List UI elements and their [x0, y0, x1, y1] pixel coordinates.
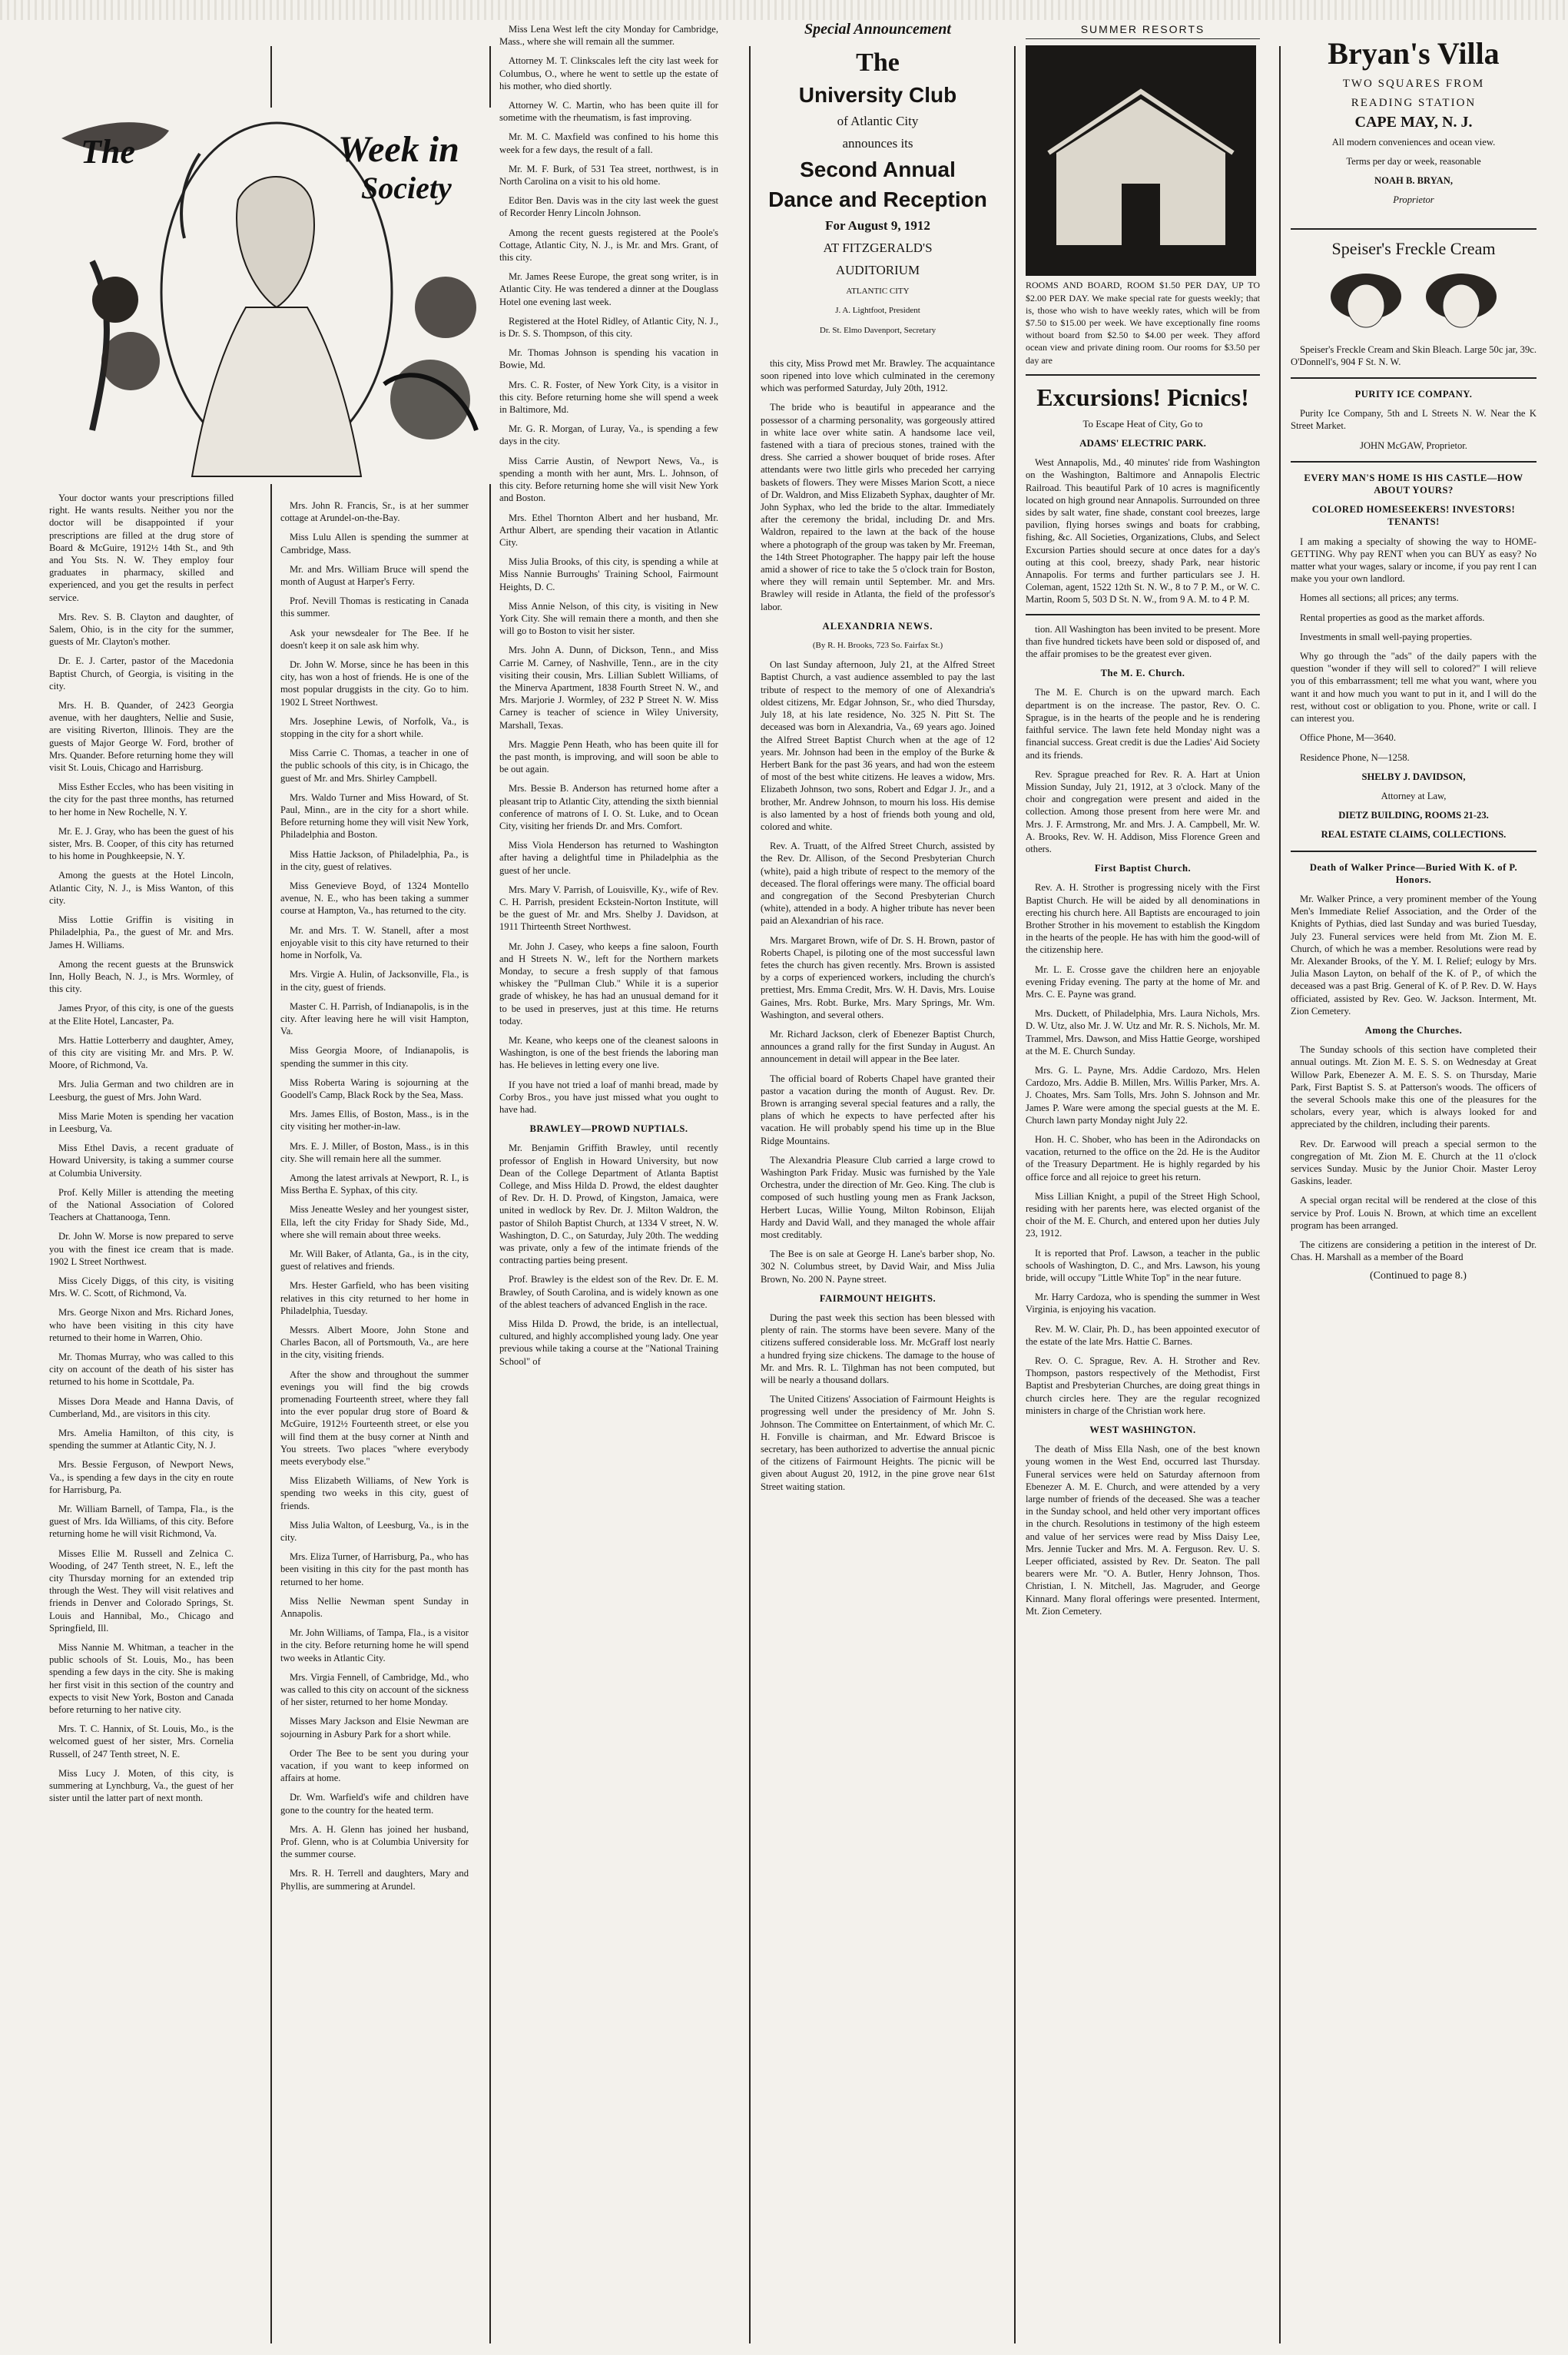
wedding-continued — [761, 357, 995, 613]
society-paragraph: Miss Jeneatte Wesley and her youngest sister, Ella, left the city Friday for Shady Side, Md., where she will remain about three weeks. — [280, 1204, 469, 1240]
alexandria-paragraph: The official board of Roberts Chapel have granted their pastor a vacation during the month of August. Rev. Dr. Brown is arranging several special features and a rally, the plans of which he expects to have perfected after his vacation. He will probably spend his time up in the Blue Ridge Mountains. — [761, 1073, 995, 1146]
villa-line1: TWO SQUARES FROM — [1342, 78, 1485, 90]
society-paragraph: Order The Bee to be sent you during your vacation, if you want to keep informed on affairs at home. — [280, 1747, 469, 1784]
alexandria-news — [761, 658, 995, 1285]
society-paragraph: Miss Lena West left the city Monday for Cambridge, Mass., where she will remain all the summer. — [499, 24, 718, 48]
column-4 — [761, 23, 995, 2336]
villa-line2: READING STATION — [1351, 97, 1477, 110]
society-paragraph: Mrs. John R. Francis, Sr., is at her summer cottage at Arundel-on-the-Bay. — [280, 500, 469, 524]
nuptials-paragraph: Prof. Brawley is the eldest son of the Rev. Dr. E. M. Brawley, of South Carolina, and is widely known as one of the ablest teachers of advanced English in the race. — [499, 1274, 718, 1310]
churches-paragraph: The Sunday schools of this section have completed their annual outings. Mt. Zion M. E. S. S. on Wednesday at Great Willow Park, Ebenezer A. M. E. S. S. on Thursday, Marie Park, First Baptist S. S. at Patterson's woods. The officers of the several Schools make this one of the pleasures for the scholars, every year, which is always looked for and appreciated by the children, including their parents. — [1291, 1044, 1537, 1130]
society-paragraph: Mr. M. C. Maxfield was confined to his home this week for a few days, the result of a fall. — [499, 131, 718, 155]
society-paragraph: Your doctor wants your prescriptions filled right. He wants results. Neither you nor the doctor will be disappointed if your prescriptions are filled at the drug store of Board & McGuire, 1912½ 14th St., and 9th and You Sts. N. W. They employ four graduates in pharmacy, skilled and experienced, and you get the results in perfect service. — [49, 493, 234, 603]
society-paragraph: Mr. Keane, who keeps one of the cleanest saloons in Washington, is one of the best friends the laboring man has. He believes in letting every one live. — [499, 1035, 718, 1071]
fairmount-news — [761, 1312, 995, 1493]
society-paragraph: Mr. E. J. Gray, who has been the guest of his sister, Mrs. B. Cooper, of this city has returned to his home in Poughkeepsie, N. Y. — [49, 825, 234, 862]
society-paragraph: Prof. Nevill Thomas is resticating in Canada this summer. — [280, 595, 469, 619]
first-baptist-heading: First Baptist Church. — [1094, 863, 1192, 874]
society-paragraph: Miss Elizabeth Williams, of New York is spending two weeks in this city, guest of friends. — [280, 1475, 469, 1511]
first-baptist-paragraph: Hon. H. C. Shober, who has been in the Adirondacks on vacation, returned to the office on the 2d. He is the Auditor of the Treasury Department. He is highly regarded by his office force and all rejoice to greet his return. — [1026, 1133, 1260, 1182]
nuptials-heading: BRAWLEY—PROWD NUPTIALS. — [529, 1123, 688, 1135]
society-paragraph: Miss Julia Walton, of Leesburg, Va., is in the city. — [280, 1519, 469, 1544]
society-paragraph: Mrs. Maggie Penn Heath, who has been quite ill for the past month, is improving, and will soon be able to be out again. — [499, 738, 718, 775]
excursions-title: Excursions! Picnics! — [1036, 383, 1249, 411]
masthead-word-the: The — [81, 133, 135, 171]
society-paragraph: Miss Annie Nelson, of this city, is visiting in New York City. She will remain there a month, and then she will go to Boston to visit her sister. — [499, 600, 718, 637]
ad-line-atlantic: ATLANTIC CITY — [846, 287, 910, 297]
society-paragraph: Mr. Thomas Murray, who was called to this city on account of the death of his sister has returned to his home in Scottdale, Pa. — [49, 1351, 234, 1388]
column-3 — [499, 23, 718, 2336]
castle-ad-body — [1291, 536, 1537, 764]
woman-face-illustration — [1415, 266, 1507, 335]
university-club-ad — [761, 43, 995, 350]
society-notes-column3 — [499, 23, 718, 1116]
me-church-paragraph: The M. E. Church is on the upward march. Each department is on the increase. The pastor, Rev. O. C. Sprague, is in the hearts of the people and he is rendering faithful service. The lawn fete held Monday night was a financial success. Great credit is due the Ladies' Aid Society and its friends. — [1026, 687, 1260, 761]
churches-paragraph: The citizens are considering a petition in the interest of Dr. Chas. H. Marshall as a member of the Board — [1291, 1239, 1537, 1263]
society-notes-column2 — [280, 499, 469, 1892]
society-paragraph: Attorney W. C. Martin, who has been quite ill for sometime with the rheumatism, is fast improving. — [499, 100, 718, 124]
society-paragraph: Among the latest arrivals at Newport, R. I., is Miss Bertha E. Syphax, of this city. — [280, 1172, 469, 1196]
west-washington-news — [1026, 1443, 1260, 1617]
alexandria-paragraph: On last Sunday afternoon, July 21, at the Alfred Street Baptist Church, a vast audience assembled to pay the last tribute of respect to the memory of one of Alexandria's oldest citizens, Mr. Edgar Johnson, Sr., who died Thursday, July 18, at his late residence, No. 325 N. Pitt St. The deceased was born in Alexandria, Va., 69 years ago. Joined the Alfred Street Baptist Church when at the age of 12 years. Mr. Johnson had been in the employ of the Burke & Herbert Bank for the past 36 years, and had won the esteem of most of the best white citizens. He leaves a widow, Mrs. Elizabeth Johnson, two sons, Robert and Edgar J. Jr., and a brother, Mr. Andrew Johnson, to mourn his loss. His demise is also lamented by a host of friends both young and old, colored and white. — [761, 659, 995, 832]
freckle-faces — [1291, 266, 1537, 338]
me-church-paragraph: Rev. Sprague preached for Rev. R. A. Hart at Union Mission Sunday, July 21, 1912, at 3 o'clock. Many of the choir and congregation were present and aided in the collection. Among those present from here were Mr. and Mrs. J. F. Armstrong, Mr. and Mrs. J. A. Campbell, Mr. W. A. Brooks, Rev. W. H. Addison, Miss Florence Green and others. — [1026, 768, 1260, 854]
wedding-paragraph: The bride who is beautiful in appearance and the possessor of a charming personality, was gorgeously attired in white lace over white satin. A handsome lace veil, fastened with a tiara of precious stones, trained with the dress. She carried a shower bouquet of bride roses. After attendants were two little girls who preceded her carrying baskets of flowers. They were Misses Marion Scott, a niece of Dr. Waldron, and Miss Elizabeth Syphax, daughter of Mr. John Syphax, who led the bride to the altar. Immediately after the ceremony the bridal, including Dr. and Mrs. Waldron, repaired to the lawn at the back of the house where a photograph of the group was taken by Mr. Freeman, the 14th Street Photographer. The happy pair left the house amid a shower of rice to take the 5 o'clock train for Boston, where they will remain until September. Mr. and Mrs. Brawley will reside in Atlanta, the field of the professor's labor. — [761, 402, 995, 612]
alexandria-paragraph: Mrs. Margaret Brown, wife of Dr. S. H. Brown, pastor of Roberts Chapel, is piloting one of the most successful lawn fetes the church has given recently. Mrs. Brown is assisted by a corps of experienced workers, including the church's prettiest, Mrs. Emma Credit, Mrs. W. H. Davis, Mrs. Louise Gaines, Mrs. Robt. Burke, Mrs. Mary Springs, Mr. Wm. Washington, and several others. — [761, 934, 995, 1020]
society-paragraph: Mr. Thomas Johnson is spending his vacation in Bowie, Md. — [499, 347, 718, 371]
ad-line-dance: Dance and Reception — [768, 187, 987, 212]
society-paragraph: Miss Hattie Jackson, of Philadelphia, Pa., is in the city, guest of relatives. — [280, 848, 469, 872]
society-paragraph: Mrs. Mary V. Parrish, of Louisville, Ky., wife of Rev. C. H. Parrish, president Eckstein-Norton Institute, will be the guest of Mr. and Mrs. Shelby J. Davidson, at 1911 Thirteenth Street Northwest. — [499, 884, 718, 933]
villa-illustration — [1026, 45, 1256, 276]
society-paragraph: Misses Dora Meade and Hanna Davis, of Cumberland, Md., are visitors in this city. — [49, 1395, 234, 1419]
society-paragraph: Ask your newsdealer for The Bee. If he doesn't keep it on sale ask him why. — [280, 627, 469, 651]
excursions-park: ADAMS' ELECTRIC PARK. — [1079, 437, 1206, 449]
society-paragraph: Mr. John J. Casey, who keeps a fine saloon, Fourth and H Streets N. W., left for the Northern markets Monday, to secure a fresh supply of that famous whiskey the "Pullman Club." While it is a superior grade of whiskey, he has had an unusual demand for it to be used in preserves, just at this time. He returns today. — [499, 940, 718, 1027]
society-paragraph: Mrs. Virgia Fennell, of Cambridge, Md., who was called to this city on account of the sickness of her sister, returned to her home Monday. — [280, 1671, 469, 1708]
wedding-paragraph: this city, Miss Prowd met Mr. Brawley. The acquaintance soon ripened into love which culminated in the ceremony which was performed Saturday, July 20th, 1912. — [761, 357, 995, 394]
society-paragraph: Prof. Kelly Miller is attending the meeting of the National Association of Colored Teachers at Chattanooga, Tenn. — [49, 1186, 234, 1223]
villa-rates: ROOMS AND BOARD, ROOM $1.50 PER DAY, UP TO $2.00 PER DAY. We make special rate for guests weekly; that is, those who wish to have weekly rates, which will be from $7.50 to $15.00 per week. We have exceptionally fine rooms without board from $2.50 to $4.00 per week. They afford ocean view and private dining room. Our rooms for $3.50 per day are — [1026, 280, 1260, 366]
prince-heading: Death of Walker Prince—Buried With K. of P. Honors. — [1309, 861, 1518, 885]
villa-role: Proprietor — [1393, 194, 1434, 206]
society-paragraph: Miss Esther Eccles, who has been visiting in the city for the past three months, has returned to her home in New Rochelle, N. Y. — [49, 781, 234, 818]
column-6 — [1291, 23, 1537, 2336]
churches-paragraph: A special organ recital will be rendered at the close of this service by Prof. Louis N. Brown, at which time an excellent program has been arranged. — [1291, 1195, 1537, 1231]
society-paragraph: Mrs. E. J. Miller, of Boston, Mass., is in this city. She will remain here all the summer. — [280, 1140, 469, 1164]
castle-paragraph: Homes all sections; all prices; any terms. — [1300, 592, 1459, 604]
society-masthead-illustration — [46, 108, 492, 484]
fairmount-paragraph: During the past week this section has been blessed with plenty of rain. The storms have been severe. Many of the citizens suffered considerable loss. Mr. McGraff lost nearly a hundred frying size chickens. The damage to the house of Mr. and Mrs. R. L. Tilghman has not been computed, but will be nearly a thousand dollars. — [761, 1312, 995, 1386]
special-announcement-label: Special Announcement — [804, 23, 951, 38]
summer-resorts-banner: SUMMER RESORTS — [1026, 23, 1260, 39]
society-paragraph: Mr. James Reese Europe, the great song writer, is in Atlantic City. He was tendered a dinner at the Douglass Hotel one evening last week. — [499, 271, 718, 307]
villa-line3: CAPE MAY, N. J. — [1354, 114, 1473, 131]
churches-article — [1291, 1043, 1537, 1263]
villa-title: Bryan's Villa — [1328, 36, 1500, 71]
ad-line-secretary: Dr. St. Elmo Davenport, Secretary — [819, 325, 936, 335]
scan-noise — [0, 0, 1568, 20]
churches-paragraph: Rev. Dr. Earwood will preach a special sermon to the congregation of Mt. Zion M. E. Church at the 11 o'clock services Sunday. Music by the Junior Choir. Master Leroy Gaskins, leader. — [1291, 1138, 1537, 1187]
society-paragraph: Mrs. Ethel Thornton Albert and her husband, Mr. Arthur Albert, are spending their vacation in Atlantic City. — [499, 512, 718, 548]
alexandria-paragraph: The Alexandria Pleasure Club carried a large crowd to Washington Park Friday. Music was furnished by the Yale Orchestra, under the direction of Mr. Geo. King. The club is composed of such hustling young men as Frank Jackson, Herbert Lucas, Willie Young, Milton Robinson, Elijah Hardy and David Wall, and they managed the whole affair most creditably. — [761, 1154, 995, 1241]
society-paragraph: Attorney M. T. Clinkscales left the city last week for Columbus, O., where he went to settle up the estate of his mother, who died shortly. — [499, 55, 718, 91]
society-paragraph: If you have not tried a loaf of manhi bread, made by Corby Bros., you have just missed what you ought to have had. — [499, 1079, 718, 1116]
alexandria-heading: ALEXANDRIA NEWS. — [822, 620, 933, 632]
society-paragraph: Miss Carrie Austin, of Newport News, Va., is spending a month with her aunt, Mrs. L. Johnson, of this city. Before returning home she will visit New York and Boston. — [499, 455, 718, 504]
society-paragraph: James Pryor, of this city, is one of the guests at the Elite Hotel, Lancaster, Pa. — [49, 1003, 234, 1027]
society-paragraph: Mrs. Waldo Turner and Miss Howard, of St. Paul, Minn., are in the city for a short while. Before returning home they will visit New York, Philadelphia and Boston. — [280, 791, 469, 841]
society-paragraph: Miss Cicely Diggs, of this city, is visiting Mrs. W. C. Scott, of Richmond, Va. — [49, 1275, 234, 1299]
fairmount-heading: FAIRMOUNT HEIGHTS. — [819, 1292, 936, 1304]
society-paragraph: Mrs. Josephine Lewis, of Norfolk, Va., is stopping in the city for a short while. — [280, 715, 469, 740]
society-paragraph: Mrs. Hester Garfield, who has been visiting relatives in this city returned to her home in Philadelphia, Tuesday. — [280, 1280, 469, 1316]
ad-line-second: Second Annual — [800, 158, 956, 182]
masthead-artwork — [46, 108, 492, 484]
society-paragraph: Miss Georgia Moore, of Indianapolis, is spending the summer in this city. — [280, 1045, 469, 1069]
column-5 — [1026, 23, 1260, 2336]
society-paragraph: Mrs. Virgie A. Hulin, of Jacksonville, Fla., is in the city, guest of friends. — [280, 969, 469, 993]
castle-paragraph: Investments in small well-paying properties. — [1300, 631, 1473, 642]
ad-line-president: J. A. Lightfoot, President — [835, 306, 920, 316]
society-paragraph: Mrs. James Ellis, of Boston, Mass., is in the city visiting her mother-in-law. — [280, 1109, 469, 1133]
society-paragraph: Mr. G. R. Morgan, of Luray, Va., is spending a few days in the city. — [499, 423, 718, 447]
continued-note: (Continued to page 8.) — [1370, 1270, 1467, 1282]
ad-line-date: For August 9, 1912 — [825, 218, 930, 234]
society-paragraph: Mr. and Mrs. William Bruce will spend the month of August at Harper's Ferry. — [280, 563, 469, 588]
society-paragraph: Miss Ethel Davis, a recent graduate of Howard University, is taking a summer course at Columbia University. — [49, 1143, 234, 1179]
west-washington-paragraph: The death of Miss Ella Nash, one of the best known young women in the West End, occurred last Thursday. Funeral services were held on Saturday afternoon from Ebenezer A. M. E. Church, and were attended by a very large number of friends of the deceased. She was a teacher in the Sunday school, and held other very important offices in the church. Resolutions in testimony of the high esteem and value of her services were read by Miss Daisy Lee, Mrs. Jennie Tucker and Mrs. M. A. Ferguson. Rev. U. S. Leeper officiated, assisted by Rev. Dr. Seaton. The pall bearers were Mr. "O. A. Butler, Henry Johnson, Thos. Christian, I. N. Mitchell, Jas. Magruder, and George Kinnard. Many floral offerings were presented. Interment, Mt. Zion Cemetery. — [1026, 1444, 1260, 1617]
society-paragraph: Miss Carrie C. Thomas, a teacher in one of the public schools of this city, is in Chicago, the guest of Mr. and Mrs. Shirley Campbell. — [280, 748, 469, 784]
society-paragraph: Miss Marie Moten is spending her vacation in Leesburg, Va. — [49, 1110, 234, 1134]
society-paragraph: Mrs. C. R. Foster, of New York City, is a visitor in this city. Before returning home she will spend a week in Baltimore, Md. — [499, 379, 718, 416]
castle-paragraph: I am making a specialty of showing the way to HOME-GETTING. Why pay RENT when you can BUY as easy? No matter what your wages, salary or income, if you pay rent I can make you your own landlord. — [1291, 536, 1537, 585]
first-baptist-paragraph: Mr. L. E. Crosse gave the children here an enjoyable evening Friday evening. The party at the home of Mr. and Mrs. C. E. Payne was grand. — [1026, 964, 1260, 1000]
column-1 — [49, 492, 234, 2336]
society-paragraph: Mr. Will Baker, of Atlanta, Ga., is in the city, guest of relatives and friends. — [280, 1248, 469, 1272]
castle-paragraph: Why go through the "ads" of the daily papers with the question "wonder if they will sell to colored?" I will relieve you of this embarrassment; tell me what you want, where you want it and how much you want to put in it, and I will do the rest, without cost or obligation to you. Phone, write or call. I can interest you. — [1291, 651, 1537, 725]
west-washington-heading: WEST WASHINGTON. — [1089, 1425, 1196, 1436]
first-baptist-paragraph: Mr. Harry Cardoza, who is spending the summer in West Virginia, is enjoying his vacation. — [1026, 1292, 1260, 1315]
society-paragraph: Dr. John W. Morse, since he has been in this city, has won a host of friends. He is one of the most popular druggists in the city. Go to him. 1902 L Street Northwest. — [280, 659, 469, 708]
first-baptist-paragraph: Miss Lillian Knight, a pupil of the Street High School, residing with her parents here, was elected organist of the choir of the M. E. Church, and entered upon her duties July 23, 1912. — [1026, 1190, 1260, 1239]
society-paragraph: Miss Lottie Griffin is visiting in Philadelphia, Pa., the guest of Mr. and Mrs. James H. Williams. — [49, 914, 234, 950]
church-news — [1026, 623, 1260, 661]
castle-paragraph: Rental properties as good as the market affords. — [1300, 612, 1485, 623]
society-paragraph: Among the recent guests registered at the Poole's Cottage, Atlantic City, N. J., is Mr. and Mrs. Grant, of this city. — [499, 227, 718, 264]
fairmount-paragraph: The United Citizens' Association of Fairmount Heights is progressing well under the presidency of Mr. John S. Johnson. The Committee on Entertainment, of which Mr. C. H. Fonville is chairman, and Mr. Edward Briscoe is secretary, has been authorized to advertise the annual picnic of the citizens of Fairmount Heights. The picnic will be given about August 20, 1912, in the pine grove near 61st Street waiting station. — [761, 1394, 995, 1492]
ad-line-club: University Club — [798, 83, 957, 108]
ad-line-city: of Atlantic City — [837, 114, 919, 129]
society-paragraph: Misses Ellie M. Russell and Zelnica C. Wooding, of 247 Tenth street, N. E., left the city Thursday morning for an extended trip through the West. They will visit relatives and friends in Denver and Colorado Springs, St. Louis and Hannibal, Mo., Chicago and Springfield, Ill. — [49, 1547, 234, 1634]
first-baptist-paragraph: Rev. O. C. Sprague, Rev. A. H. Strother and Rev. Thompson, pastors respectively of the Methodist, First Baptist and Presbyterian Churches, are doing great things in church circles here. They are the regular recognized ministers in charge of the Christian work here. — [1026, 1355, 1260, 1416]
bryans-villa-ad — [1291, 31, 1537, 219]
first-baptist-paragraph: Rev. A. H. Strother is progressing nicely with the First Baptist Church. He will be aided by all denominations in erecting his church here. All Baptists are encouraged to join Brother Strother in his movement to establish the Kingdom in the hearts of the people. He has with him the good-will of the citizenship here. — [1026, 882, 1260, 956]
society-paragraph: Mr. John Williams, of Tampa, Fla., is a visitor in the city. Before returning home he will spend two weeks in Atlantic City. — [280, 1627, 469, 1663]
me-church-news — [1026, 686, 1260, 855]
society-paragraph: Mrs. Bessie Ferguson, of Newport News, Va., is spending a few days in the city en route for Harrisburg, Pa. — [49, 1459, 234, 1495]
nuptials-paragraph: Miss Hilda D. Prowd, the bride, is an intellectual, cultured, and highly accomplished young lady. One year previous while taking a course at the "National Training School" of — [499, 1318, 718, 1367]
prince-paragraph: Mr. Walker Prince, a very prominent member of the Young Men's Immediate Relief Association, and the Order of the Knights of Pythias, died last Sunday and was buried Tuesday, July 23. Funeral services were held from Mt. Zion M. E. Church, of which he was a member. Resolutions were read by Mr. Alexander Brooks, of the Y. M. I. Relief; eulogy by Mrs. Julia Mason Layton, on behalf of the K. of P., of which the deceased was a past Brig. General of K. of P. Rev. D. W. Hays officiated, assisted by Rev. Geo. W. Jackson. Interment, Mt. Zion Cemetery. — [1291, 893, 1537, 1017]
society-paragraph: Dr. Wm. Warfield's wife and children have gone to the country for the heated term. — [280, 1792, 469, 1816]
purity-title: PURITY ICE COMPANY. — [1354, 389, 1473, 400]
masthead-word-society: Society — [361, 171, 452, 205]
castle-sign-name: SHELBY J. DAVIDSON, — [1361, 771, 1466, 782]
me-church-heading: The M. E. Church. — [1100, 668, 1185, 679]
society-paragraph: Mrs. R. H. Terrell and daughters, Mary and Phyllis, are summering at Arundel. — [280, 1868, 469, 1892]
column-rule — [1014, 46, 1016, 2343]
freckle-title: Speiser's Freckle Cream — [1331, 239, 1496, 259]
society-paragraph: Miss Nannie M. Whitman, a teacher in the public schools of St. Louis, Mo., has been spending a few days in the city. She is making her first visit in this section of the country and expects to visit New York, Boston and Canada before returning to her native city. — [49, 1642, 234, 1716]
alexandria-paragraph: The Bee is on sale at George H. Lane's barber shop, No. 302 N. Columbus street, by David Wair, and Miss Julia Brown, No. 200 N. Payne street. — [761, 1249, 995, 1285]
castle-paragraph: Office Phone, M—3640. — [1300, 732, 1396, 744]
society-paragraph: Misses Mary Jackson and Elsie Newman are sojourning in Asbury Park for a short while. — [280, 1716, 469, 1740]
castle-paragraph: Residence Phone, N—1258. — [1300, 751, 1410, 763]
society-paragraph: Miss Lulu Allen is spending the summer at Cambridge, Mass. — [280, 532, 469, 556]
alexandria-paragraph: Mr. Richard Jackson, clerk of Ebenezer Baptist Church, announces a grand rally for the first Sunday in August. An announcement in detail will appear in the Bee later. — [761, 1028, 995, 1065]
society-paragraph: Mrs. John A. Dunn, of Dickson, Tenn., and Miss Carrie M. Carney, of Nashville, Tenn., are in the city visiting their cousin, Mrs. Lillian Sublett Williams, of the Minerva Apartment, 1838 Fourth Street N. W., and Mrs. Marjorie J. Wormley, of 232 P Street N. W. Miss Carney is teacher of science in Wiley University, Marshall, Texas. — [499, 645, 718, 731]
society-paragraph: Mr. M. F. Burk, of 531 Tea street, northwest, is in North Carolina on a visit to his old home. — [499, 163, 718, 187]
society-paragraph: Miss Julia Brooks, of this city, is spending a while at Miss Nannie Burroughs' Training School, Fairmount Heights, D. C. — [499, 556, 718, 592]
masthead-word-week: Week in — [338, 129, 459, 170]
society-paragraph: Dr. E. J. Carter, pastor of the Macedonia Baptist Church, of Georgia, is visiting in the city. — [49, 655, 234, 692]
society-paragraph: Mrs. Julia German and two children are in Leesburg, the guest of Mrs. John Ward. — [49, 1079, 234, 1103]
villa-line4: All modern conveniences and ocean view. — [1331, 136, 1496, 148]
society-paragraph: Mr. William Barnell, of Tampa, Fla., is the guest of Mrs. Ida Williams, of this city. Before returning home he will visit Richmond, Va. — [49, 1504, 234, 1540]
society-paragraph: Mrs. Eliza Turner, of Harrisburg, Pa., who has been visiting in this city for the past month has returned to her home. — [280, 1551, 469, 1587]
society-paragraph: Mrs. A. H. Glenn has joined her husband, Prof. Glenn, who is at Columbia University for the summer course. — [280, 1823, 469, 1860]
castle-sign-building: DIETZ BUILDING, ROOMS 21-23. — [1338, 810, 1489, 821]
society-paragraph: Messrs. Albert Moore, John Stone and Charles Bacon, all of Portsmouth, Va., are here in the city, visiting friends. — [280, 1324, 469, 1361]
society-paragraph: Mrs. Hattie Lotterberry and daughter, Amey, of this city are visiting Mr. and Mrs. P. W. Moore, of Richmond, Va. — [49, 1034, 234, 1071]
first-baptist-paragraph: Mrs. Duckett, of Philadelphia, Mrs. Laura Nichols, Mrs. D. W. Utz, also Mr. J. W. Utz and Mr. R. S. Nichols, Mr. M. Trammel, Mrs. Dawson, and Miss Hattie George, worshiped at the M. E. Church Sunday. — [1026, 1008, 1260, 1056]
ad-line-announces: announces its — [842, 136, 913, 151]
column-rule — [1279, 46, 1281, 2343]
villa-line5: Terms per day or week, reasonable — [1346, 155, 1481, 167]
castle-subtitle: COLORED HOMESEEKERS! INVESTORS! TENANTS! — [1311, 504, 1516, 528]
society-paragraph: Editor Ben. Davis was in the city last week the guest of Recorder Henry Lincoln Johnson. — [499, 195, 718, 219]
alexandria-paragraph: Rev. A. Truatt, of the Alfred Street Church, assisted by the Rev. Dr. Allison, of the Second Presbyterian Church (white), paid a high tribute of respect to the memory of the deceased. The floral offerings were many. The official board and congregation of the Second Presbyterian Church (white), attended in a body. A higher tribute has never been paid an Alexandrian of his race. — [761, 841, 995, 927]
ad-line-auditorium: AUDITORIUM — [835, 263, 920, 278]
first-baptist-paragraph: Rev. M. W. Clair, Ph. D., has been appointed executor of the estate of the late Mrs. Hattie C. Barnes. — [1026, 1323, 1260, 1347]
society-paragraph: Dr. John W. Morse is now prepared to serve you with the finest ice cream that is made. 1902 L Street Northwest. — [49, 1231, 234, 1267]
alexandria-byline: (By R. H. Brooks, 723 So. Fairfax St.) — [812, 641, 943, 651]
first-baptist-paragraph: It is reported that Prof. Lawson, a teacher in the public schools of Washington, D. C., and Mrs. Lawson, his young bride, will occupy "Little White Top" in the near future. — [1026, 1247, 1260, 1284]
column-rule — [749, 46, 751, 2343]
society-paragraph: Miss Genevieve Boyd, of 1324 Montello avenue, N. E., who has been taking a summer course at Hampton, Va., has returned to the city. — [280, 881, 469, 917]
society-paragraph: Miss Nellie Newman spent Sunday in Annapolis. — [280, 1595, 469, 1620]
society-paragraph: Miss Lucy J. Moten, of this city, is summering at Lynchburg, Va., the guest of her sister until the latter part of next month. — [49, 1767, 234, 1804]
purity-text: Purity Ice Company, 5th and L Streets N. W. Near the K Street Market. — [1291, 408, 1537, 432]
church-paragraph: tion. All Washington has been invited to be present. More than five hundred tickets have been sold or disposed of, and the affair promises to be the greatest ever given. — [1026, 623, 1260, 660]
first-baptist-news — [1026, 881, 1260, 1417]
society-paragraph: After the show and throughout the summer evenings you will find the big crowds promenading Fourteenth street, where they fall into the ever popular drug store of Board & McGuire, 1912½ Fourteenth street, or else you will find them at the busy corner at Ninth and You streets. Two places "where everybody meets everybody else." — [280, 1368, 469, 1467]
villa-owner: NOAH B. BRYAN, — [1374, 175, 1453, 187]
nuptials-article — [499, 1142, 718, 1367]
ad-line-the: The — [856, 48, 900, 78]
society-notes-column1 — [49, 492, 234, 1804]
purity-owner: JOHN McGAW, Proprietor. — [1360, 439, 1467, 451]
society-paragraph: Registered at the Hotel Ridley, of Atlantic City, N. J., is Dr. S. S. Thompson, of this city. — [499, 315, 718, 340]
society-paragraph: Miss Roberta Waring is sojourning at the Goodell's Camp, Black Rock by the Sea, Mass. — [280, 1076, 469, 1100]
churches-heading: Among the Churches. — [1364, 1024, 1463, 1036]
first-baptist-paragraph: Mrs. G. L. Payne, Mrs. Addie Cardozo, Mrs. Helen Cardozo, Mrs. Addie B. Millen, Mrs. Willis Parker, Mrs. A. J. Choates, Mrs. Sam Tolls, Mrs. John S. Johnson and Mr. James P. Ware were among the special guests at the M. E. Church lawn party Monday night July 22. — [1026, 1064, 1260, 1126]
society-paragraph: Mrs. Bessie B. Anderson has returned home after a pleasant trip to Atlantic City, attending the sixth biennial conference of matrons of I. O. St. Luke, and to Ocean City, visiting her friends Dr. and Mrs. Comfort. — [499, 783, 718, 831]
society-paragraph: Among the guests at the Hotel Lincoln, Atlantic City, N. J., is Miss Wanton, of this city. — [49, 870, 234, 906]
castle-sign-title: Attorney at Law, — [1381, 790, 1447, 801]
woman-face-illustration — [1320, 266, 1412, 335]
society-paragraph: Mrs. Rev. S. B. Clayton and daughter, of Salem, Ohio, is in the city for the summer, guests of Mr. Clayton's mother. — [49, 611, 234, 648]
society-paragraph: Mrs. H. B. Quander, of 2423 Georgia avenue, with her daughters, Nellie and Susie, are visiting Riverton, Illinois. They are the guests of Major George W. Ford, brother of Mrs. Quander. Before returning home they will visit St. Louis, Chicago and Harrisburg. — [49, 700, 234, 774]
society-paragraph: Among the recent guests at the Brunswick Inn, Holly Beach, N. J., is Mrs. Wormley, of this city. — [49, 958, 234, 995]
castle-sign-services: REAL ESTATE CLAIMS, COLLECTIONS. — [1321, 829, 1507, 841]
column-2 — [280, 499, 469, 2336]
society-paragraph: Mr. and Mrs. T. W. Stanell, after a most enjoyable visit to this city have returned to their home in Norfolk, Va. — [280, 924, 469, 961]
society-paragraph: Mrs. George Nixon and Mrs. Richard Jones, who have been visiting in this city have returned to their home in Warren, Ohio. — [49, 1307, 234, 1343]
freckle-text: Speiser's Freckle Cream and Skin Bleach. Large 50c jar, 39c. O'Donnell's, 904 F St. N. W. — [1291, 343, 1537, 367]
nuptials-paragraph: Mr. Benjamin Griffith Brawley, until recently professor of English in Howard University, but now Dean of the College Department of Atlanta Baptist College, and Miss Hilda D. Prowd, the eldest daughter of Rev. Dr. H. D. Prowd, of Kingston, Jamaica, were united in wedlock by Rev. Dr. J. Milton Waldron, the pastor of Shiloh Baptist Church, at 1334 V street, N. W. Washington, D. C., on Saturday, July 20th. The wedding was private, only a few of the intimate friends of the contracting parties being present. — [499, 1143, 718, 1266]
society-paragraph: Mrs. Amelia Hamilton, of this city, is spending the summer at Atlantic City, N. J. — [49, 1428, 234, 1451]
excursions-body: West Annapolis, Md., 40 minutes' ride from Washington on the Washington, Baltimore and Annapolis Electric Railroad. This beautiful Park of 10 acres is magnificently located on high ground near Annapolis. Surrounded on three sides by salt water, fine shade, constant cool breezes, large pavilion, flying horses swings and boats for crabbing, fishing, &c. All Societies, Organizations, Clubs, and Select Excursion Parties should secure at once dates for a day's outing at this cool, breezy, shady Park, near historic Annapolis. For terms and further particulars see J. H. Coleman, agent, 1522 12th St. N. W., 8 to 7 P. M., or W. C. Martin, Room 5, 503 D St. N. W., from 9 A. M. to 4 P. M. — [1026, 457, 1260, 605]
society-paragraph: Master C. H. Parrish, of Indianapolis, is in the city. After leaving here he will visit Hampton, Va. — [280, 1000, 469, 1037]
castle-title: EVERY MAN'S HOME IS HIS CASTLE—HOW ABOUT YOURS? — [1304, 472, 1523, 496]
excursions-subtitle: To Escape Heat of City, Go to — [1082, 417, 1203, 430]
prince-article — [1291, 893, 1537, 1017]
society-paragraph: Mrs. T. C. Hannix, of St. Louis, Mo., is the welcomed guest of her sister, Mrs. Cornelia Russell, of 247 Tenth street, N. E. — [49, 1723, 234, 1760]
ad-line-venue: AT FITZGERALD'S — [823, 240, 933, 256]
society-paragraph: Miss Viola Henderson has returned to Washington after having a delightful time in Philadelphia as the guest of her uncle. — [499, 840, 718, 876]
